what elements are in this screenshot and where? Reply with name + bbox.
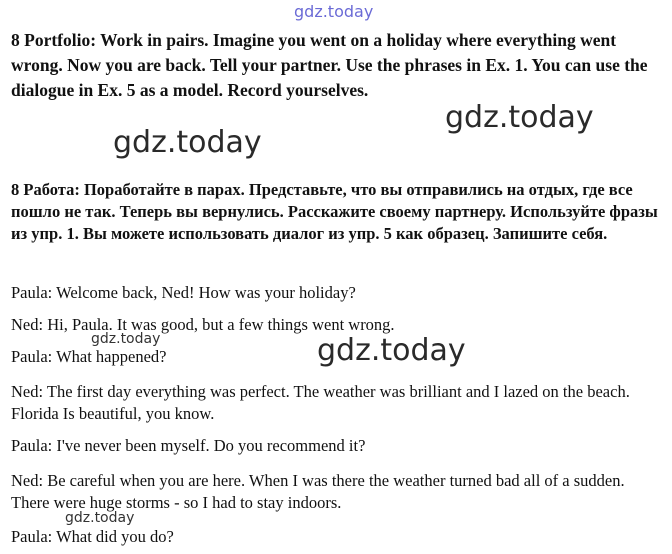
dialogue-line: Paula: I've never been myself. Do you recommend it? <box>11 436 366 455</box>
watermark: gdz.today <box>65 510 135 526</box>
dialogue-line: Ned: Be careful when you are here. When I was there the weather turned bad all of a sudden. There were huge storms - so I had to stay indoors. <box>11 471 625 512</box>
dialogue-line: Ned: The first day everything was perfect. The weather was brilliant and I lazed on the beach. Florida Is beautiful, you know. <box>11 382 630 423</box>
watermark: gdz.today <box>91 331 161 347</box>
watermark: gdz.today <box>445 100 594 135</box>
dialogue-line: Paula: What did you do? <box>11 527 174 546</box>
dialogue-line: Paula: What happened? <box>11 347 167 366</box>
watermark: gdz.today <box>317 333 466 368</box>
watermark: gdz.today <box>113 125 262 160</box>
task-english: 8 Portfolio: Work in pairs. Imagine you went on a holiday where everything went wrong. Now you are back. Tell your partner. Use the phrases in Ex. 1. You can use the dialogue in Ex. 5 as a model. Record yourselves. <box>11 30 648 100</box>
task-russian: 8 Работа: Поработайте в парах. Представьте, что вы отправились на отдых, где все пошло не так. Теперь вы вернулись. Расскажите своему партнеру. Используйте фразы из упр. 1. Вы можете использовать диалог из упр. 5 как образец. Запишите себя. <box>11 180 658 243</box>
watermark-top: gdz.today <box>294 2 374 21</box>
dialogue-line: Paula: Welcome back, Ned! How was your holiday? <box>11 283 356 302</box>
dialogue-line: Ned: Hi, Paula. It was good, but a few things went wrong. <box>11 315 395 334</box>
